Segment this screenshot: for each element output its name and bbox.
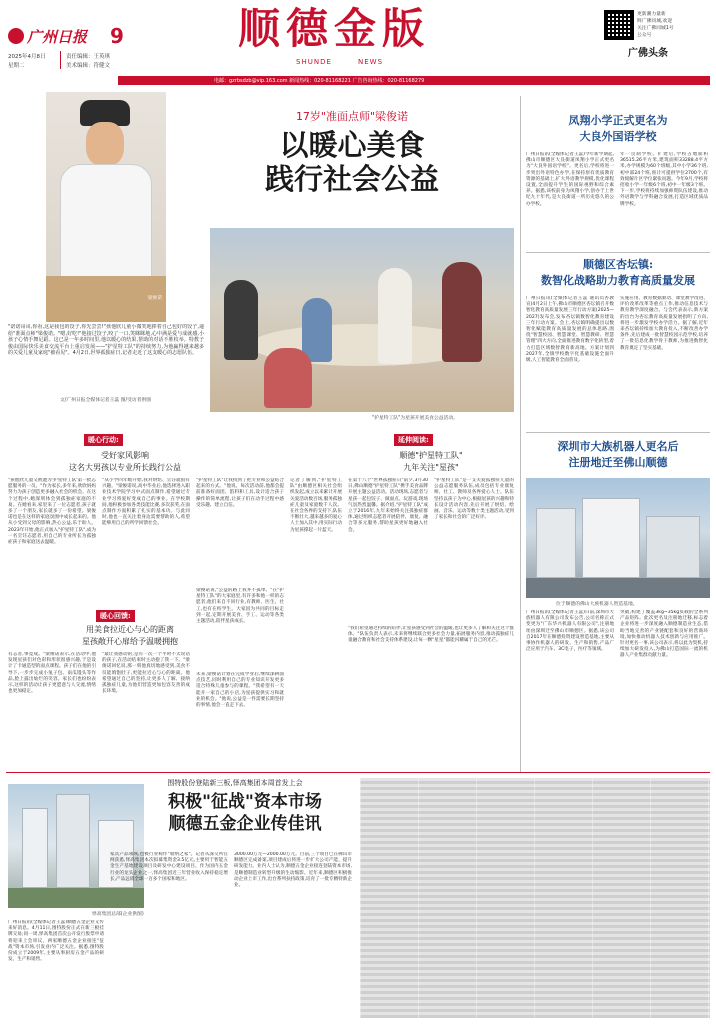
story3-title-line2: 注册地迁至佛山顺德 [568, 456, 668, 469]
bottom-col2 [110, 852, 228, 1016]
lead-col3c [290, 478, 342, 762]
bottom-title-line2: 顺德五金企业传佳讯 [168, 814, 322, 834]
building-2 [582, 498, 640, 578]
story1-col2 [620, 152, 708, 248]
column-divider [520, 96, 521, 772]
paper-logo [8, 26, 108, 48]
story2-col2 [620, 296, 708, 428]
lead-col3a [196, 588, 284, 668]
lead-col2b-text: "最让我感动的,是有一次一个平时不太说话的孩子,在活动结束时主动抱了我一下。"梁俊诺回忆说,那一刻他真切地感受到,美食不仅能填饱肚子,更能拉近心与心的距离。他希望通过自己的坚持,让更多人了解、接纳孤独症儿童,为他们营造更加包容友善的成长环境。 [102, 652, 190, 695]
story2-col1 [526, 296, 614, 428]
lead-col4c [348, 626, 514, 762]
child-front [264, 348, 312, 408]
story2-col1-text: 广州日报讯(全媒体记者王蕊 通讯员杏教宣)4月2日上午,佛山市顺德区杏坛镇召开数智化教育高质量发展三年行动方案(2025—2027)发布会,发布杏坛镇数智化教育建设三年行动方案。会上,杏坛镇明确提出以数智化赋能教育高质量发展的总体思路,围绕"智慧校园、智慧课堂、智慧教研、智慧管理"四大方向,全面推进教育数字化转型,着力打造区域数智教育新高地。方案计划到2027年,全镇学校数字化基础设施全面升级,人工智能教育全面普及。 [526, 296, 614, 364]
lead-col4c-text: "我们希望通过持续的陪伴,让星孩感受到社会的温暖,也让更多人了解和关注这个群体。"队伍负责人表示,未来将继续联合更多社会力量,拓展服务内容,推动孤独症儿童融合教育和社会支持体系建设,让每一颗"星星"都能闪耀属于自己的光芒。 [348, 626, 514, 644]
story1-title-line1: 凤翔小学正式更名为 [568, 114, 668, 127]
sub3-line1: 顺德"护星特工队" [399, 451, 463, 460]
contact-line: 电邮：gzrbsdzb@vip.163.com 新闻热线：020-81168221 广告咨询热线：020-81168279 [214, 78, 425, 84]
lead-col1b [102, 478, 190, 606]
story2-title-line1: 顺德区杏坛镇: [582, 258, 654, 271]
sub3-line2: 九年关注"星孩" [403, 463, 459, 472]
sub2-line1: 用美食拉近心与心的距离 [86, 625, 174, 634]
bottom-photo-caption: 怿高集团总部(企业供图) [92, 912, 144, 917]
lead-intro [8, 324, 204, 390]
lead-byline: 文/广州日报全媒体记者王蕊 图/受访者供图 [60, 398, 152, 403]
story1-title-line2: 大良外国语学校 [579, 130, 657, 143]
lead-title-line1: 以暖心美食 [279, 128, 425, 162]
sub1-tag: 暖心行动: [84, 434, 123, 446]
masthead [0, 0, 716, 92]
portrait-caption: 梁俊诺 [147, 296, 162, 301]
road [526, 578, 710, 598]
lead-col1c-text: "护星特工队"让我找到了把专业和公益结合起来的方式。"他说。每次活动前,他都会提前准备好面团、馅料和工具,设计适合孩子操作的简单流程,让孩子们在动手过程中感受乐趣、建立自信。 [196, 478, 284, 508]
qr-note-3: 关注广佛同城1号 [637, 26, 674, 31]
bottom-col1-text: 广州日报讯(全媒体记者王蕊)顺德五金企业又传来好消息。4月11日,围特股份正式在新三板挂牌交易;同一周,怿高集团首次公开发行股票申请将迎来上会审议。两家顺德五金企业接连"征战"资本市场,引发业内广泛关注。据悉,围特股份成立于2009年,主要从事厨房五金产品的研发、生产和销售。 [8, 920, 104, 963]
lead-col2a-text: 有志者,事竟成。"梁俊诺表示,在活动中,他发现星孩们对色彩和形状很感兴趣,于是设计了卡通造型的面点课程。孩子们在他的引导下,一步步完成小兔子包、南瓜馒头等作品,脸上露出灿烂的笑容。家长们也纷纷表示,这样的活动让孩子更愿意与人交流,情绪也更加稳定。 [8, 652, 96, 695]
lead-col2a [8, 652, 96, 762]
lead-col3c-text: 记者了解到,"护星特工队"由顺德区相关社会组织发起,成立以来累计开展关爱活动数百场,服务孤独症儿童及家庭数千人次。在社会各界的支持下,队伍不断壮大,越来越多的爱心人士加入其中,用实际行动为星孩撑起一片蓝天。 [290, 478, 342, 533]
story1-divider [526, 252, 710, 253]
bottom-kicker: 围特股份登陆新三板,怿高集团本周首发上会 [167, 779, 303, 787]
activity-photo-caption: "护星特工队"为星孩开展美食公益活动。 [372, 416, 458, 421]
lead-intro-text: "诺诺哥哥,你看,这是我包的饺子,你先尝尝!"孩他欣儿童小微笑地捧着自己包好的饺子,递给"准面点师"梁俊诺。"嗯,好吃!"他接过饺子,咬了一口,笑眯眯地,心中满是爱与成就感,小孩子心情手舞足蹈。这已是一年多时间里,他以暖心的结果,帮助的对话不胜枚举。特教子俊由国际快乐美食交流平台上重启发展——"护星特工队"的持续努力,为他赢得越来越多的关爱儿童及家庭"被看见"。4月2日,世界孤独症日,记者走近了这支暖心的志愿队伍。 [8, 324, 204, 357]
story3-col2-text: 突破,构建了覆盖3kg~35kg负载的全系列产品矩阵。此次更名及注册地迁移,标志着企业将进一步深度融入顺德制造业生态,借助当地完善的产业链配套和良好的营商环境,加快推动机器人技术创新与应用推广。针对更名一事,该公司表示,将以此为契机,持续加大研发投入,为佛山打造国际一流的机器人产业集群贡献力量。 [620, 610, 708, 659]
lead-col2b [102, 652, 190, 762]
robot-base-photo [526, 478, 710, 598]
weekday: 星期二 [8, 63, 25, 69]
story3-col1-text: 广州日报讯(全媒体记者王蕊)日前,深圳市大族机器人有限公司发布公告,公司名称正式变更为"广东华兴机器人有限公司",注册地址由深圳迁至佛山市顺德区。据悉,该公司自2017年在顺德投资建设智造基地,主要从事协作机器人的研发、生产和销售,产品广泛应用于汽车、3C电子、医疗等领域。 [526, 610, 614, 653]
editor-credit: 责任编辑：王英琪 [66, 54, 111, 60]
sub3-tag: 延伸阅读: [394, 434, 433, 446]
lead-col4a-text: 在第十八个"世界孤独症日"前夕,3月30日,佛山顺德"护星特工队"携手美食品牌开展主题公益活动。活动现场,志愿者与星孩一起包饺子、做面点、玩游戏,现场气氛热烈温馨。据介绍,"护星特工队"成立于2016年,九年来始终关注孤独症群体,通过组织志愿者开展陪伴、康复、融合等多元服务,帮助星孩更好地融入社会。 [348, 478, 428, 533]
chef-face [86, 122, 124, 166]
lead-col3b [196, 672, 284, 762]
advertisement-block [360, 778, 710, 1018]
portrait-photo [46, 92, 166, 322]
lead-kicker: 17岁"准面点师"梁俊诺 [295, 110, 409, 123]
person-2 [302, 298, 332, 362]
sub2-tag: 暖心回馈: [96, 610, 135, 622]
bottom-title-line1: 积极"征战"资本市场 [168, 792, 322, 812]
story3-col2 [620, 610, 708, 766]
sub1-line1: 受好家风影响 [101, 451, 149, 460]
lead-col1c [196, 478, 284, 572]
qr-note-2: 鲜广佛同城,欢迎 [637, 19, 673, 24]
tower-1 [22, 808, 48, 888]
masthead-divider [60, 51, 61, 69]
section-pinyin-left: SHUNDE [296, 58, 332, 66]
qr-note-1: 更新潮力量新 [637, 12, 666, 17]
person-1 [224, 280, 258, 360]
ad-grid-overlay [360, 778, 710, 1018]
page-number: 9 [110, 24, 124, 48]
qr-code[interactable] [604, 10, 634, 40]
story3-title-line1: 深圳市大族机器人更名后 [557, 440, 679, 453]
lead-col4b [434, 478, 514, 620]
story2-col2-text: 实施应用、教育数据驱动、课堂教学改进、评价改革改革等重点工作,推动信息技术与教育教学深度融合。与会代表表示,新方案的出台为杏坛教育高质量发展指明了方向,将进一步激发学校办学活力。据了解,近年来杏坛镇持续加大教育投入,不断改善办学条件,先后建成一批智慧校园示范学校,培养了一批信息化教学骨干教师,为推进数智化教育奠定了坚实基础。 [620, 296, 708, 351]
story1-col1 [526, 152, 614, 248]
paper-name: 广州日报 [27, 28, 88, 46]
date-line: 2025年4月8日 [8, 54, 46, 60]
bottom-col3-text: 3000.00万元—2000.00万元。目前,三个项目已在佛山市顺德区完成备案,项目建成后将进一步扩大公司产能、提升研发能力。业内人士认为,顺德五金企业接连登陆资本市场,是顺德制造业转型升级的生动缩影。近年来,顺德区积极推动企业上市工作,出台系列扶持政策,培育了一批专精特新企业。 [234, 852, 352, 889]
bottom-col1 [8, 920, 104, 1016]
lead-col4a [348, 478, 428, 620]
logo-mark-icon [8, 28, 24, 44]
qr-note-4: 公众号 [637, 33, 652, 38]
lead-col3a-text: 梁俊诺说,"公益的路上我并不孤单。"在"护星特工队"的大家庭里,有许多和他一样的志愿者,他们来自不同行业,有教师、医生、社工,也有在校学生。大家因为共同的目标走到一起,定期开展美食、手工、运动等各类主题活动,陪伴星孩成长。 [196, 588, 284, 625]
section-pinyin-right: NEWS [358, 58, 384, 66]
building-3 [646, 516, 700, 578]
lead-col4b-text: "护星特工队"是一支关爱孤独症儿童的公益志愿服务队伍,成员包括专业康复师、社工、教师及各界爱心人士。队伍坚持以孩子为中心,根据星孩的兴趣和特长设计活动内容,先后开展了烘焙、绘画、音乐、运动等数十类主题活动,受到了家长和社会的广泛好评。 [434, 478, 514, 521]
lead-col1a-text: "孩他欣儿童又被邀为'护星特工队'第一批志愿服务的一员。"作为家长,多年来,欣欣妈妈努力为孩子创造更多融入社会的机会。在这个过程中,她深刻体会到孤独症家庭的不易。在她看来,家里来了一位志愿者,孩子就多了一个朋友,家长就多了一份希望。梁俊诺也是在这样的家庭氛围中成长起来的。他从小受到父母的影响,热心公益,乐于助人。2023年开始,他正式加入"护星特工队",成为一名烹饪志愿者,用自己的专业所长为孤独症孩子和家庭送去温暖。 [8, 478, 96, 546]
bottom-col3 [234, 852, 352, 1016]
tower-2 [56, 794, 90, 888]
building-1 [536, 508, 576, 578]
story1-col1-text: 广州日报讯(全媒体记者王蕊)今年新学期起,佛山市顺德区大良街道凤翔小学正式更名为"大良外国语学校"。更名后,学校将进一步突出外语特色办学,在保持原有优质教育资源的基础上,扩大外语教学规模,优化课程设置,全面提升学生的国际视野和综合素养。据悉,该校前身为凤翔小学,创办于上世纪九十年代,是大良街道一所历史悠久的公办学校。 [526, 152, 614, 207]
right-tag: 广佛头条 [628, 48, 668, 59]
lead-col3b-text: 未来,梁俊诺计划在完成学业后,继续深耕面点技艺,同时利用自己的专业知识开发更多适合特殊儿童参与的课程。"我希望有一天能开一家自己的小店,为星孩提供实习和就业的机会。"他说,公益是一件需要长期坚持的事情,他会一直走下去。 [196, 672, 284, 709]
story2-divider [526, 432, 710, 433]
lead-col1b-text: "从小学四年级开始,我对烘焙、烹饪就很有兴趣。"梁俊诺说,高中毕业后,他选择进入职业技术学院学习中式面点制作,希望通过专业学习将爱好变成自己的事业。在学校期间,他积极参加各类技能比赛,多次获奖,在面点制作方面积累了扎实的基本功。与此同时,他也一直关注着身边需要帮助的人,希望能够用自己的所学回馈社会。 [102, 478, 190, 527]
person-4 [442, 262, 482, 362]
chef-coat [60, 164, 152, 284]
story2-title-line2: 数智化战略助力教育高质量发展 [541, 274, 695, 287]
story3-caption: 位于顺德的佛山大族机器人智造基地。 [556, 602, 638, 607]
bottom-rule [6, 772, 710, 773]
sub1-line2: 这名大男孩以专业所长践行公益 [69, 463, 181, 472]
story1-col2-text: 年一贯制学校。扩建后,学校占地面积36515.26平方米,建筑面积33288.4平方米,办学规模为60个班级,其中小学36个班,初中部24个班,预计可提供学位2700个,有效缓解片区学位紧张问题。今年9月,学校将招收小学一年级6个班,初中一年级3个班。下一步,学校将持续加强师资队伍建设,推动外语教学与学科融合发展,打造区域优质品牌学校。 [620, 152, 708, 207]
sub2-line2: 星孩敞开心扉给予温暖拥抱 [82, 637, 178, 646]
activity-photo [210, 228, 514, 412]
lead-story-header [6, 92, 518, 301]
story3-col1 [526, 610, 614, 766]
person-3 [378, 268, 412, 364]
bottom-col2-text: 家具产品领域,也被行业称作"收纳之家"。记者从深交所官网获悉,怿高集团本次拟募集资金3.5亿元,主要用于智能五金生产基地建设项目及研发中心建设项目。作为国内五金行业的龙头企业之一,怿高集团近三年营业收入保持稳定增长,产品远销全球一百多个国家和地区。 [110, 852, 228, 882]
lead-col1a [8, 478, 96, 606]
section-title: 顺德金版 [237, 4, 430, 53]
lead-title-line2: 践行社会公益 [264, 162, 439, 196]
designer-credit: 美术编辑：符健文 [66, 63, 111, 69]
